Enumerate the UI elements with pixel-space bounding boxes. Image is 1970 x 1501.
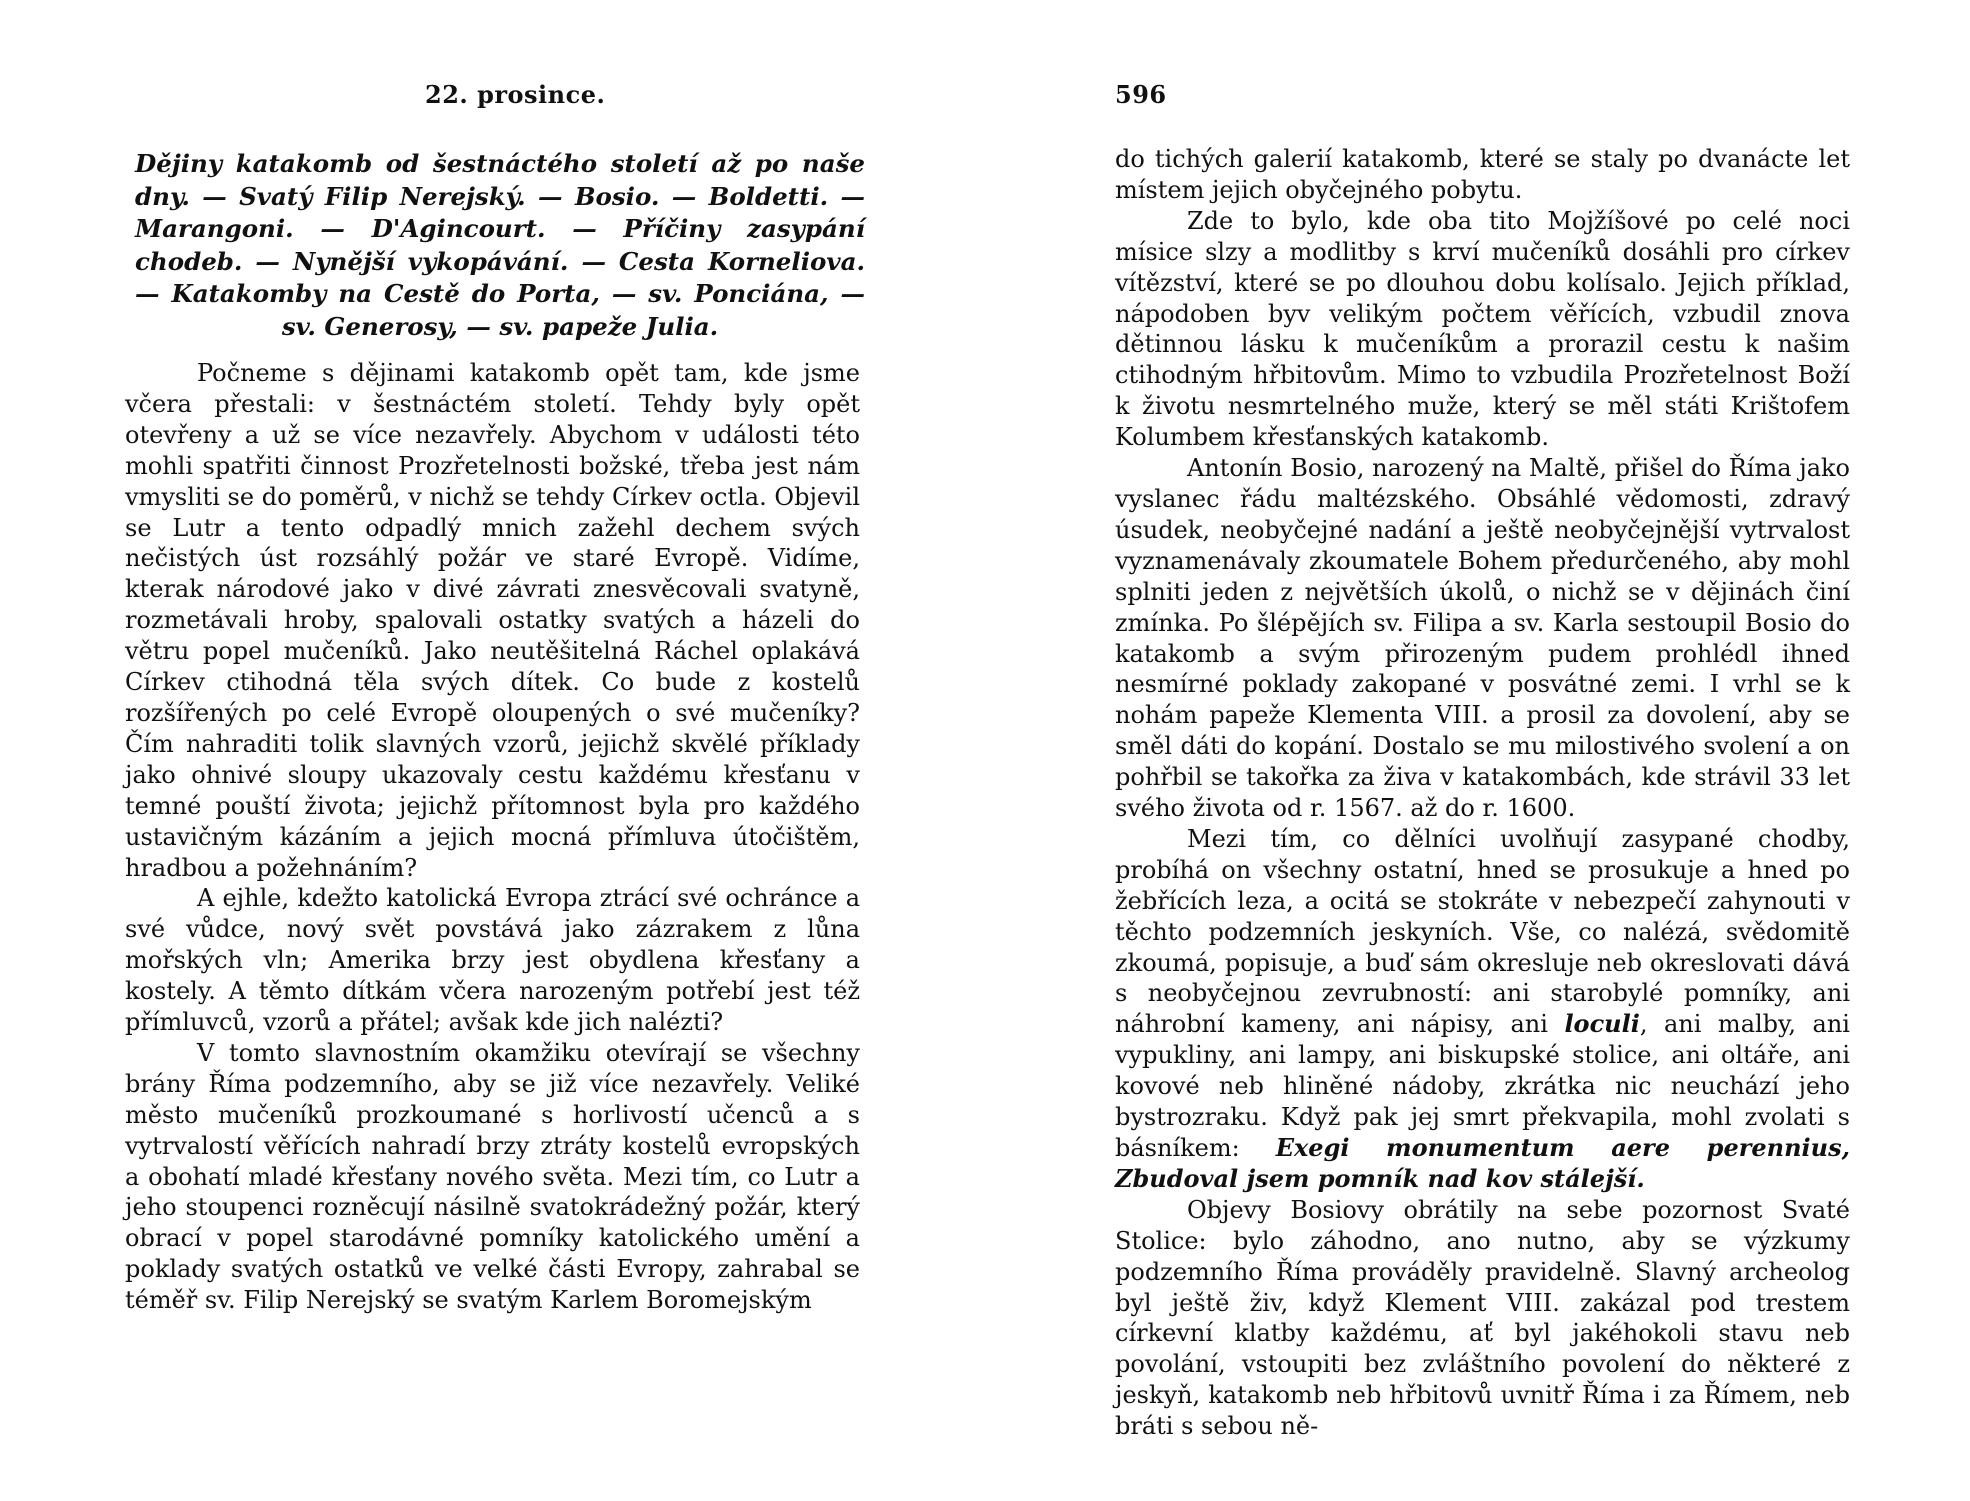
running-head-date: 22. prosince. [425,80,606,109]
paragraph: Zde to bylo, kde oba tito Mojžíšové po celé noci mísice slzy a modlitby s krví mučeníků dosáhli pro církev vítězství, které se po dlouhou dobu kolísalo. Jejich příklad, nápodoben byv velikým počtem věřících, vzbudil znova dětinnou lásku k mučeníkům a prorazil cestu k našim ctihodným hřbitovům. Mimo to vzbudila Prozřetelnost Boží k životu nesmrtelného muže, který se měl státi Krištofem Kolumbem křesťanských katakomb. [1115,206,1850,452]
paragraph: Objevy Bosiovy obrátily na sebe pozornost Svaté Stolice: bylo záhodno, ano nutno, aby se výzkumy podzemního Říma prováděly pravidelně. Slavný archeolog byl ještě živ, když Klement VIII. zakázal pod trestem církevní klatby každému, ať byl jakéhokoli stavu neb povolání, vstoupiti bez zvláštního povolení do některé z jeskyň, katakomb neb hřbitovů uvnitř Říma i za Římem, neb bráti s sebou ně- [1115,1195,1850,1441]
paragraph: Antonín Bosio, narozený na Maltě, přišel do Říma jako vyslanec řádu maltézského. Obsáhlé vědomosti, zdravý úsudek, neobyčejné nadání a ještě neobyčejnější vytrvalost vyznamenávaly zkoumatele Bohem předurčeného, aby mohl splniti jeden z největších úkolů, o nichž se v dějinách činí zmínka. Po šlépějích sv. Filipa a sv. Karla sestoupil Bosio do katakomb a svým přirozeným pudem prohlédl ihned nesmírné poklady zakopané v posvátné zemi. I vrhl se k nohám papeže Klementa VIII. a prosil za dovolení, aby se směl dáti do kopání. Dostalo se mu milostivého svolení a on pohřbil se takořka za živa v katakombách, kde strávil 33 let svého života od r. 1567. až do r. 1600. [1115,454,1850,823]
left-page [125,0,865,1501]
paragraph-text: , ani malby, ani vypukliny, ani lampy, ani biskupské stolice, ani oltáře, ani kovové neb hliněné nádoby, zkrátka nic neuchází jeho bystrozraku. Když pak jej smrt překvapila, mohl zvolati s básníkem: [1115,1010,1850,1162]
paragraph: A ejhle, kdežto katolická Evropa ztrácí své ochránce a své vůdce, nový svět povstává jako zázrakem z lůna mořských vln; Amerika brzy jest obydlena křesťany a kostely. A těmto dítkám včera narozeným potřebí jest též přímluvců, vzorů a přátel; avšak kde jich nalézti? [125,884,860,1037]
page-number: 596 [1115,80,1167,109]
chapter-summary: Dějiny katakomb od šestnáctého století až po naše dny. — Svatý Filip Nerejský. — Bosio. — Boldetti. — Marangoni. — D'Agincourt. — Příčiny zasypání chodeb. — Nynější vykopávání. — Cesta Korneliova. — Katakomby na Cestě do Porta, — sv. Ponciána, — sv. Generosy, — sv. papeže Julia. [135,149,865,341]
paragraph: Počneme s dějinami katakomb opět tam, kde jsme včera přestali: v šestnáctém století. Tehdy byly opět otevřeny a už se více nezavřely. Abychom v události této mohli spatřiti činnost Prozřetelnosti božské, třeba jest nám vmysliti se do poměrů, v nichž se tehdy Církev octla. Objevil se Lutr a tento odpadlý mnich zažehl dechem svých nečistých úst rozsáhlý požár ve staré Evropě. Vidíme, kterak národové jako v divé závrati znesvěcovali svatyně, rozmetávali hroby, spalovali ostatky svatých a házeli do větru popel mučeníků. Jako neutěšitelná Ráchel oplakává Církev ctihodná těla svých dítek. Co bude z kostelů rozšířených po celé Evropě oloupených o své mučeníky? Čím nahraditi tolik slavných vzorů, jejichž skvělé příklady jako ohnivé sloupy ukazovaly cestu každému křesťanu v temné pouští života; jejichž přítomnost byla pro každého ustavičným kázáním a jejich mocná přímluva útočištěm, hradbou a požehnáním? [125,359,860,882]
paragraph-text: Mezi tím, co dělníci uvolňují zasypané chodby, probíhá on všechny ostatní, hned se prosukuje a hned po žebřících leza, a ocitá se stokráte v nebezpečí zahynouti v těchto podzemních jeskyních. Vše, co nalézá, svědomitě zkoumá, popisuje, a buď sám okresluje neb okreslovati dává s neobyčejnou zevrubností: ani starobylé pomníky, ani náhrobní kameny, ani nápisy, ani [1115,824,1850,1039]
italic-term: loculi [1564,1009,1640,1039]
paragraph-continuation: do tichých galerií katakomb, které se staly po dvanácte let místem jejich obyčejného pobytu. [1115,145,1850,204]
italic-quote: Exegi monumentum aere perennius, Zbudoval jsem pomník nad kov stálejší. [1115,1133,1850,1193]
right-page [1115,0,1850,1501]
right-page-body [1115,144,1850,1442]
left-page-body [125,358,860,1316]
paragraph [1115,824,1850,1195]
paragraph: V tomto slavnostním okamžiku otevírají se všechny brány Říma podzemního, aby se již více nezavřely. Veliké město mučeníků prozkoumané s horlivostí učenců a s vytrvalostí věřících nahradí brzy ztráty kostelů evropských a obohatí mladé křesťany nového světa. Mezi tím, co Lutr a jeho stoupenci rozněcují násilně svatokrádežný požár, který obrací v popel starodávné pomníky katolického umění a poklady svatých ostatků ve velké části Evropy, zahrabal se téměř sv. Filip Nerejský se svatým Karlem Boromejským [125,1038,860,1315]
